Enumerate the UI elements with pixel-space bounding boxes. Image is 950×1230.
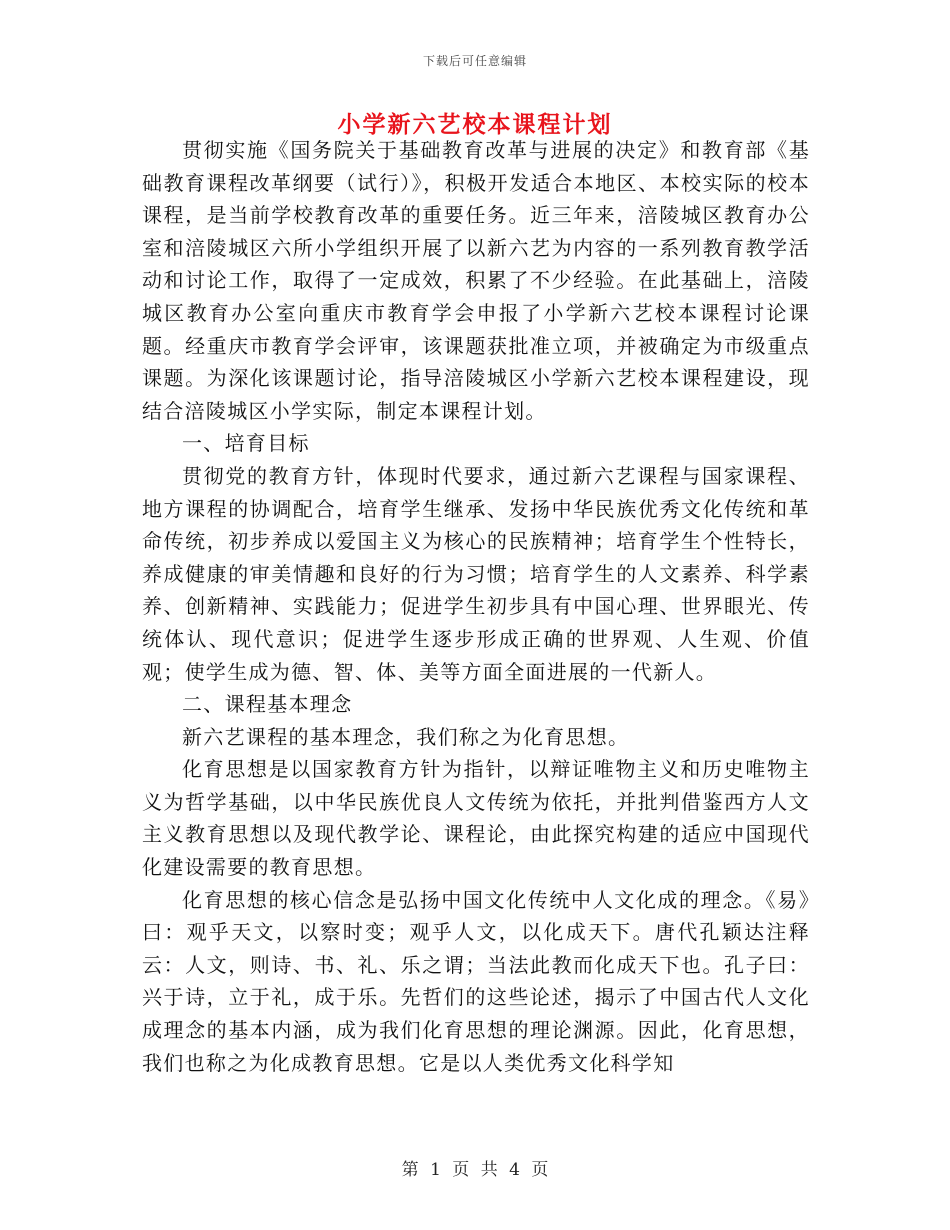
section-heading-concept: 二、课程基本理念 xyxy=(182,692,353,717)
paragraph-intro: 贯彻实施《国务院关于基础教育改革与进展的决定》和教育部《基础教育课程改革纲要（试行）》，积极开发适合本地区、本校实际的校本课程，是当前学校教育改革的重要任务。近三年来，涪陵城区教育办公室和涪陵城区六所小学组织开展了以新六艺为内容的一系列教育教学活动和讨论工作，取得了一定成效，积累了不少经验。在此基础上，涪陵城区教育办公室向重庆市教育学会申报了小学新六艺校本课程讨论课题。经重庆市教育学会评审，该课题获批准立项，并被确定为市级重点课题。为深化该课题讨论，指导涪陵城区小学新六艺校本课程建设，现结合涪陵城区小学实际，制定本课程计划。 xyxy=(142,138,810,423)
paragraph-goals: 贯彻党的教育方针，体现时代要求，通过新六艺课程与国家课程、地方课程的协调配合，培育学生继承、发扬中华民族优秀文化传统和革命传统，初步养成以爱国主义为核心的民族精神；培育学生个性特长，养成健康的审美情趣和良好的行为习惯；培育学生的人文素养、科学素养、创新精神、实践能力；促进学生初步具有中国心理、世界眼光、传统体认、现代意识；促进学生逐步形成正确的世界观、人生观、价值观；使学生成为德、智、体、美等方面全面进展的一代新人。 xyxy=(142,463,810,684)
document-body xyxy=(142,134,810,1079)
section-heading-goals: 一、培育目标 xyxy=(182,431,310,456)
paragraph-concept-definition: 化育思想是以国家教育方针为指针，以辩证唯物主义和历史唯物主义为哲学基础，以中华民族优良人文传统为依托，并批判借鉴西方人文主义教育思想以及现代教学论、课程论，由此探究构建的适应中国现代化建设需要的教育思想。 xyxy=(142,757,810,880)
paragraph-concept-core: 化育思想的核心信念是弘扬中国文化传统中人文化成的理念。《易》曰：观乎天文，以察时变；观乎人文，以化成天下。唐代孔颖达注释云：人文，则诗、书、礼、乐之谓；当法此教而化成天下也。孔子曰：兴于诗，立于礼，成于乐。先哲们的这些论述，揭示了中国古代人文化成理念的基本内涵，成为我们化育思想的理论渊源。因此，化育思想，我们也称之为化成教育思想。它是以人类优秀文化科学知 xyxy=(142,887,810,1075)
page-header-note: 下载后可任意编辑 xyxy=(422,54,527,68)
page-number-footer: 第 1 页 共 4 页 xyxy=(401,1160,549,1180)
document-title: 小学新六艺校本课程计划 xyxy=(337,111,613,138)
paragraph-concept-intro: 新六艺课程的基本理念，我们称之为化育思想。 xyxy=(182,724,630,749)
